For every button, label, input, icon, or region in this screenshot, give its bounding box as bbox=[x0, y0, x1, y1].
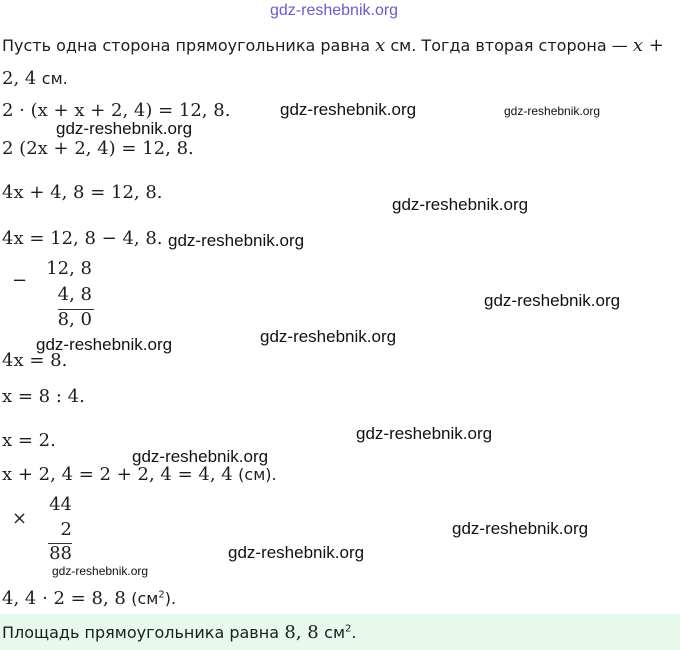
equation-9-unit: (см bbox=[131, 589, 159, 608]
multiplication-factor-1: 44 bbox=[49, 494, 72, 515]
watermark: gdz-reshebnik.org bbox=[356, 424, 493, 443]
multiplication-factor-2: 2 bbox=[60, 519, 72, 540]
intro-unit: см. bbox=[41, 69, 68, 88]
subtraction-subtrahend: 4, 8 bbox=[57, 284, 92, 305]
watermark: gdz-reshebnik.org bbox=[260, 327, 397, 346]
answer-box bbox=[0, 614, 680, 650]
equation-8 bbox=[2, 464, 277, 485]
equation-8-expr: x + 2, 4 = 2 + 2, 4 = 4, 4 bbox=[2, 464, 233, 485]
intro-line-1 bbox=[2, 35, 664, 56]
intro-expr: x + bbox=[632, 35, 664, 56]
watermark: gdz-reshebnik.org bbox=[484, 291, 621, 310]
equation-9-sup: 2 bbox=[158, 589, 165, 601]
answer-unit: см bbox=[324, 623, 346, 642]
equation-9-expr: 4, 4 · 2 = 8, 8 bbox=[2, 588, 126, 609]
subtraction-result: 8, 0 bbox=[57, 309, 92, 330]
equation-4: 4x = 12, 8 − 4, 8. bbox=[2, 228, 163, 249]
watermark: gdz-reshebnik.org bbox=[228, 543, 365, 562]
intro-line-2 bbox=[2, 68, 68, 89]
watermark: gdz-reshebnik.org bbox=[168, 231, 305, 250]
equation-5: 4x = 8. bbox=[2, 350, 68, 371]
watermark: gdz-reshebnik.org bbox=[132, 447, 269, 466]
multiplication-result: 88 bbox=[49, 543, 72, 564]
watermark: gdz-reshebnik.org bbox=[452, 519, 589, 538]
equation-3: 4x + 4, 8 = 12, 8. bbox=[2, 182, 163, 203]
answer-line bbox=[2, 622, 357, 643]
answer-text: Площадь прямоугольника равна bbox=[2, 623, 279, 642]
answer-end: . bbox=[351, 623, 357, 642]
watermark: gdz-reshebnik.org bbox=[504, 104, 601, 118]
top-watermark: gdz-reshebnik.org bbox=[270, 2, 399, 19]
equation-1: 2 · (x + x + 2, 4) = 12, 8. bbox=[2, 100, 231, 121]
multiplication-sign: × bbox=[12, 508, 28, 529]
equation-9-end: ). bbox=[164, 589, 177, 608]
watermark: gdz-reshebnik.org bbox=[280, 100, 417, 119]
subtraction-minuend: 12, 8 bbox=[46, 258, 92, 279]
watermark: gdz-reshebnik.org bbox=[36, 335, 173, 354]
answer-value: 8, 8 bbox=[284, 622, 319, 643]
watermark: gdz-reshebnik.org bbox=[56, 119, 193, 138]
equation-9 bbox=[2, 588, 176, 609]
watermark: gdz-reshebnik.org bbox=[52, 564, 149, 578]
answer-sup: 2 bbox=[345, 623, 352, 635]
watermark: gdz-reshebnik.org bbox=[392, 195, 529, 214]
intro-var: x bbox=[375, 35, 386, 56]
intro-number: 2, 4 bbox=[2, 68, 37, 89]
subtraction-sign: − bbox=[12, 270, 28, 291]
equation-6: x = 8 : 4. bbox=[2, 386, 85, 407]
equation-2: 2 (2x + 2, 4) = 12, 8. bbox=[2, 138, 194, 159]
intro-text-2: см. Тогда вторая сторона — bbox=[390, 36, 628, 55]
equation-8-unit: (см). bbox=[238, 465, 277, 484]
equation-7: x = 2. bbox=[2, 430, 56, 451]
intro-text-1: Пусть одна сторона прямоугольника равна bbox=[2, 36, 371, 55]
